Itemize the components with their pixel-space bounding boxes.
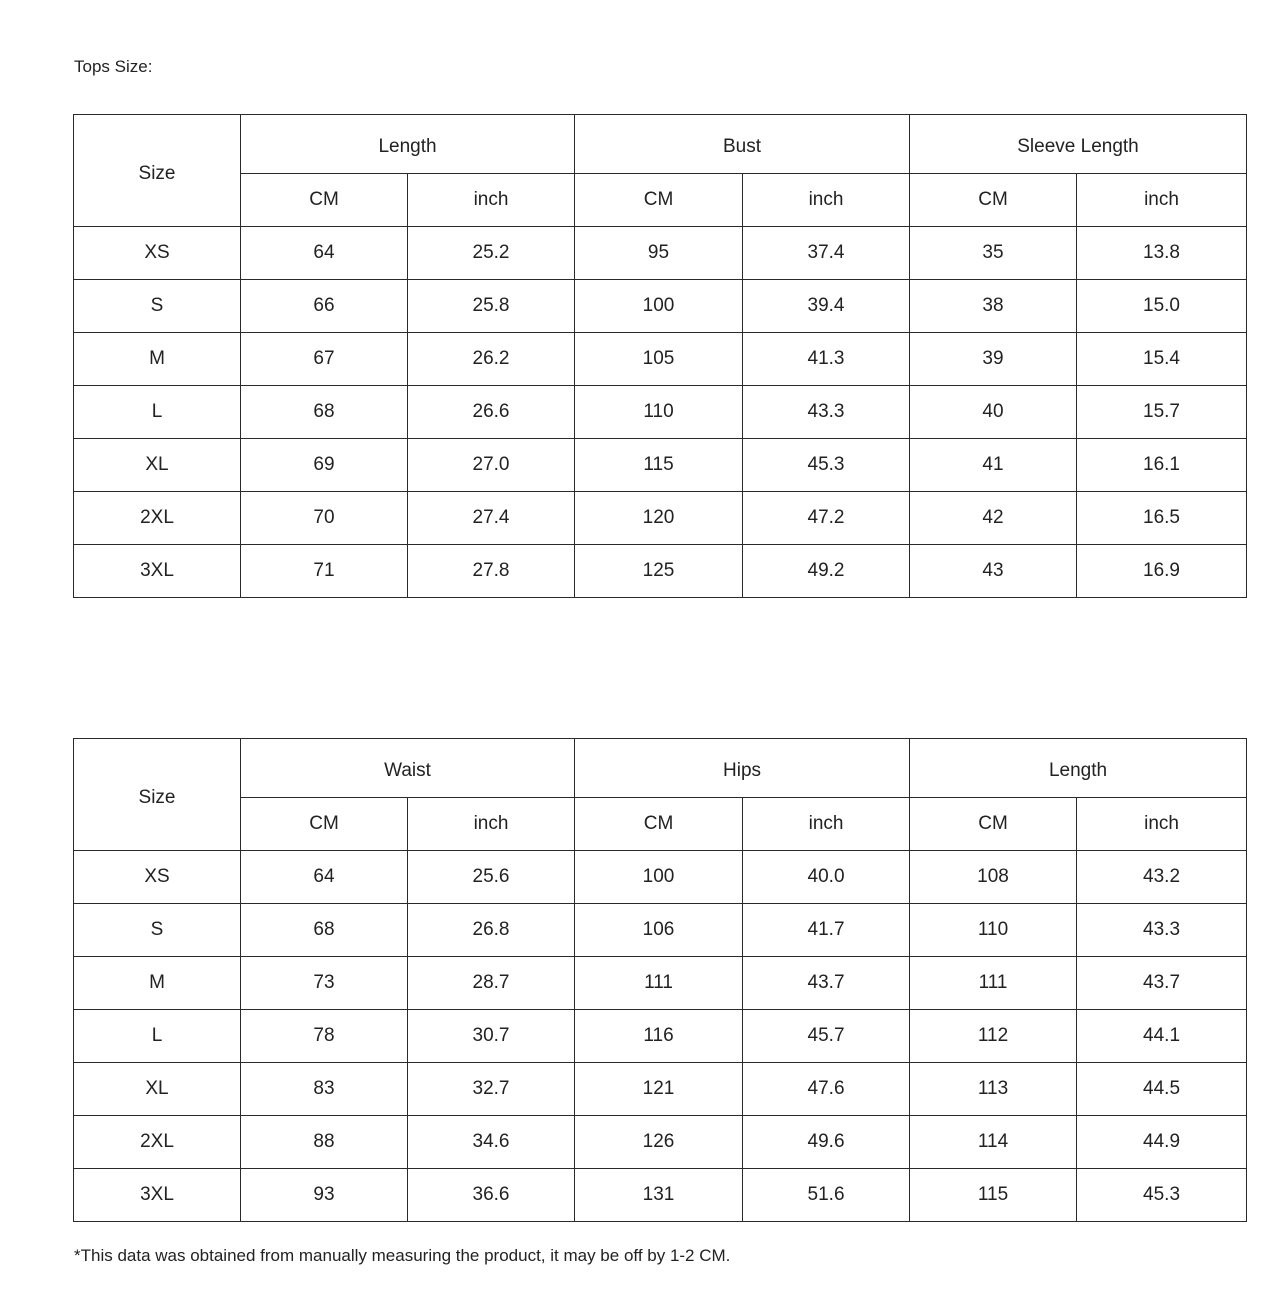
unit-header: CM	[575, 798, 743, 851]
measurement-cell: 112	[910, 1010, 1077, 1063]
measurement-cell: 15.0	[1077, 280, 1247, 333]
measurement-cell: 38	[910, 280, 1077, 333]
measurement-cell: 66	[241, 280, 408, 333]
unit-header: inch	[743, 174, 910, 227]
measurement-cell: 25.8	[408, 280, 575, 333]
measurement-cell: 39.4	[743, 280, 910, 333]
size-cell: S	[74, 280, 241, 333]
measurement-cell: 15.7	[1077, 386, 1247, 439]
unit-header: inch	[408, 174, 575, 227]
measurement-cell: 113	[910, 1063, 1077, 1116]
table-row	[74, 439, 1247, 492]
table-row	[74, 333, 1247, 386]
measurement-cell: 36.6	[408, 1169, 575, 1222]
measurement-cell: 116	[575, 1010, 743, 1063]
measurement-cell: 108	[910, 851, 1077, 904]
measurement-cell: 105	[575, 333, 743, 386]
measurement-cell: 51.6	[743, 1169, 910, 1222]
measurement-cell: 111	[575, 957, 743, 1010]
measurement-cell: 28.7	[408, 957, 575, 1010]
measurement-cell: 13.8	[1077, 227, 1247, 280]
measurement-cell: 44.1	[1077, 1010, 1247, 1063]
unit-header: CM	[241, 798, 408, 851]
size-cell: L	[74, 386, 241, 439]
measurement-cell: 41.7	[743, 904, 910, 957]
measurement-cell: 40	[910, 386, 1077, 439]
group-header-bust: Bust	[575, 115, 910, 174]
measurement-cell: 47.6	[743, 1063, 910, 1116]
size-cell: M	[74, 957, 241, 1010]
measurement-cell: 43	[910, 545, 1077, 598]
measurement-cell: 16.1	[1077, 439, 1247, 492]
measurement-cell: 27.0	[408, 439, 575, 492]
table-row	[74, 1116, 1247, 1169]
measurement-cell: 110	[575, 386, 743, 439]
measurement-cell: 47.2	[743, 492, 910, 545]
measurement-cell: 43.7	[743, 957, 910, 1010]
measurement-cell: 121	[575, 1063, 743, 1116]
bottoms-size-table	[73, 738, 1247, 1222]
measurement-cell: 106	[575, 904, 743, 957]
measurement-cell: 111	[910, 957, 1077, 1010]
measurement-cell: 73	[241, 957, 408, 1010]
measurement-cell: 49.6	[743, 1116, 910, 1169]
group-header-length: Length	[241, 115, 575, 174]
size-cell: M	[74, 333, 241, 386]
size-column-header: Size	[74, 115, 241, 227]
measurement-cell: 64	[241, 227, 408, 280]
measurement-cell: 26.8	[408, 904, 575, 957]
measurement-cell: 93	[241, 1169, 408, 1222]
unit-header: inch	[1077, 798, 1247, 851]
unit-header: CM	[241, 174, 408, 227]
size-cell: L	[74, 1010, 241, 1063]
table-row	[74, 1169, 1247, 1222]
measurement-cell: 37.4	[743, 227, 910, 280]
measurement-cell: 115	[910, 1169, 1077, 1222]
measurement-cell: 43.3	[743, 386, 910, 439]
measurement-cell: 16.5	[1077, 492, 1247, 545]
size-column-header: Size	[74, 739, 241, 851]
table-row	[74, 545, 1247, 598]
measurement-cell: 42	[910, 492, 1077, 545]
measurement-cell: 68	[241, 904, 408, 957]
unit-header: inch	[743, 798, 910, 851]
measurement-cell: 68	[241, 386, 408, 439]
measurement-cell: 43.3	[1077, 904, 1247, 957]
measurement-cell: 69	[241, 439, 408, 492]
group-header-sleeve-length: Sleeve Length	[910, 115, 1247, 174]
measurement-cell: 35	[910, 227, 1077, 280]
measurement-cell: 26.6	[408, 386, 575, 439]
measurement-cell: 44.9	[1077, 1116, 1247, 1169]
measurement-cell: 43.7	[1077, 957, 1247, 1010]
measurement-cell: 125	[575, 545, 743, 598]
unit-header: inch	[408, 798, 575, 851]
measurement-cell: 41	[910, 439, 1077, 492]
group-header-hips: Hips	[575, 739, 910, 798]
measurement-cell: 114	[910, 1116, 1077, 1169]
size-cell: XL	[74, 439, 241, 492]
measurement-cell: 25.2	[408, 227, 575, 280]
measurement-cell: 16.9	[1077, 545, 1247, 598]
size-cell: 2XL	[74, 492, 241, 545]
measurement-cell: 110	[910, 904, 1077, 957]
measurement-cell: 88	[241, 1116, 408, 1169]
measurement-cell: 15.4	[1077, 333, 1247, 386]
measurement-cell: 45.3	[1077, 1169, 1247, 1222]
table-row	[74, 1010, 1247, 1063]
measurement-cell: 44.5	[1077, 1063, 1247, 1116]
measurement-cell: 26.2	[408, 333, 575, 386]
size-cell: 3XL	[74, 1169, 241, 1222]
measurement-cell: 27.8	[408, 545, 575, 598]
tops-size-table	[73, 114, 1247, 598]
measurement-cell: 78	[241, 1010, 408, 1063]
measurement-cell: 34.6	[408, 1116, 575, 1169]
measurement-cell: 64	[241, 851, 408, 904]
table-row	[74, 904, 1247, 957]
measurement-cell: 83	[241, 1063, 408, 1116]
measurement-cell: 40.0	[743, 851, 910, 904]
table-row	[74, 386, 1247, 439]
size-cell: 2XL	[74, 1116, 241, 1169]
measurement-cell: 45.7	[743, 1010, 910, 1063]
measurement-cell: 71	[241, 545, 408, 598]
table-row	[74, 492, 1247, 545]
size-cell: 3XL	[74, 545, 241, 598]
measurement-cell: 49.2	[743, 545, 910, 598]
measurement-cell: 25.6	[408, 851, 575, 904]
size-cell: XL	[74, 1063, 241, 1116]
size-cell: XS	[74, 851, 241, 904]
measurement-cell: 45.3	[743, 439, 910, 492]
measurement-cell: 30.7	[408, 1010, 575, 1063]
size-cell: S	[74, 904, 241, 957]
measurement-cell: 115	[575, 439, 743, 492]
measurement-cell: 131	[575, 1169, 743, 1222]
measurement-footnote: *This data was obtained from manually measuring the product, it may be off by 1-2 CM.	[74, 1246, 731, 1265]
unit-header: CM	[575, 174, 743, 227]
measurement-cell: 41.3	[743, 333, 910, 386]
measurement-cell: 126	[575, 1116, 743, 1169]
table-row	[74, 957, 1247, 1010]
measurement-cell: 43.2	[1077, 851, 1247, 904]
table-row	[74, 280, 1247, 333]
measurement-cell: 27.4	[408, 492, 575, 545]
measurement-cell: 70	[241, 492, 408, 545]
unit-header: CM	[910, 174, 1077, 227]
measurement-cell: 120	[575, 492, 743, 545]
table-row	[74, 1063, 1247, 1116]
measurement-cell: 100	[575, 280, 743, 333]
measurement-cell: 100	[575, 851, 743, 904]
unit-header: CM	[910, 798, 1077, 851]
measurement-cell: 67	[241, 333, 408, 386]
table-row	[74, 851, 1247, 904]
group-header-waist: Waist	[241, 739, 575, 798]
table-row	[74, 227, 1247, 280]
measurement-cell: 39	[910, 333, 1077, 386]
measurement-cell: 95	[575, 227, 743, 280]
unit-header: inch	[1077, 174, 1247, 227]
tops-size-title: Tops Size:	[74, 57, 153, 76]
group-header-length: Length	[910, 739, 1247, 798]
size-cell: XS	[74, 227, 241, 280]
measurement-cell: 32.7	[408, 1063, 575, 1116]
